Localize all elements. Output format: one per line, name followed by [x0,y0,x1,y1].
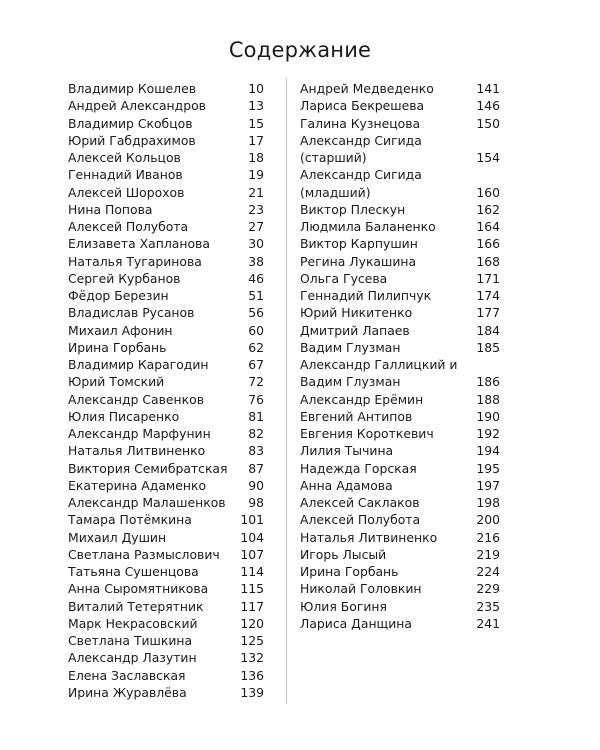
toc-entry-author: Надежда Горская [300,460,417,476]
toc-entry-page-number: 115 [240,581,264,597]
toc-entry[interactable] [300,511,500,528]
toc-entry-page-number: 98 [248,495,264,510]
toc-entry-author: Виталий Тетерятник [68,598,204,614]
toc-entry[interactable] [68,546,264,563]
toc-entry-page-number: 168 [476,253,500,269]
toc-entry-page-number: 166 [476,236,500,252]
toc-entry[interactable] [300,304,500,321]
toc-entry[interactable] [68,356,264,373]
toc-entry-page-number: 125 [240,633,264,648]
toc-entry-page-number: 139 [240,684,264,700]
toc-entry-author: Вадим Глузман [300,339,401,355]
column-divider [286,78,287,704]
toc-entry[interactable] [68,563,264,580]
toc-entry[interactable] [300,132,500,167]
toc-entry-page-number: 62 [248,339,264,355]
toc-entry-author: Фёдор Березин [68,288,169,303]
toc-entry[interactable] [68,494,264,511]
toc-entry-page-number: 51 [248,288,264,303]
toc-entry-author: Елизавета Хапланова [68,236,210,252]
toc-entry-page-number: 171 [476,270,500,286]
toc-entry-page-number: 23 [248,201,264,217]
toc-entry-page-number: 154 [476,150,500,165]
toc-entry[interactable] [300,322,500,339]
toc-entry[interactable] [300,80,500,97]
toc-entry-author: Алексей Саклаков [300,495,420,510]
toc-entry-page-number: 241 [476,615,500,631]
toc-entry-page-number: 132 [240,650,264,666]
toc-entry-author: Алексей Полубота [68,219,189,234]
toc-entry-page-number: 224 [476,564,500,579]
toc-entry[interactable] [68,598,264,615]
toc-entry-author: Александр Галлицкий и Вадим Глузман [300,357,458,390]
toc-entry-page-number: 188 [476,391,500,407]
toc-entry-author: Виктор Карпушин [300,236,418,252]
toc-entry-page-number: 198 [476,495,500,510]
toc-entry-page-number: 17 [248,132,264,148]
toc-entry-author: Дмитрий Лапаев [300,322,410,338]
toc-entry[interactable] [68,218,264,235]
toc-entry-author: Тамара Потёмкина [68,512,192,528]
toc-entry-author: Людмила Баланенко [300,219,436,234]
toc-entry-page-number: 83 [248,443,264,459]
toc-entry[interactable] [68,132,264,149]
toc-entry-author: Наталья Тугаринова [68,253,202,269]
toc-entry-page-number: 87 [248,460,264,476]
toc-entry-page-number: 136 [240,667,264,683]
toc-entry[interactable] [68,201,264,218]
toc-entry-page-number: 72 [248,374,264,390]
toc-entry-author: Ирина Горбань [68,339,167,355]
toc-entry-page-number: 90 [248,477,264,493]
toc-entry-page-number: 235 [476,598,500,614]
toc-entry[interactable] [300,218,500,235]
toc-entry-page-number: 104 [240,529,264,545]
toc-entry[interactable] [300,494,500,511]
toc-entry[interactable] [300,408,500,425]
toc-entry-author: Михаил Афонин [68,322,173,338]
toc-entry[interactable] [300,391,500,408]
toc-entry-author: Лариса Бекрешева [300,98,425,114]
toc-entry-author: Владимир Кошелев [68,81,197,96]
toc-entry[interactable] [68,529,264,546]
toc-entry-author: Геннадий Иванов [68,167,183,183]
toc-entry-page-number: 141 [476,81,500,96]
toc-entry-page-number: 194 [476,443,500,459]
toc-entry[interactable] [300,460,500,477]
toc-entry[interactable] [68,477,264,494]
toc-entry-author: Юлия Писаренко [68,408,180,424]
toc-entry[interactable] [68,632,264,649]
toc-entry-page-number: 19 [248,167,264,183]
toc-entry[interactable] [68,408,264,425]
toc-entry-author: Андрей Медведенко [300,81,434,96]
toc-entry-page-number: 67 [248,357,264,372]
toc-entry-page-number: 150 [476,115,500,131]
toc-entry-author: Игорь Лысый [300,546,387,562]
toc-entry[interactable] [300,235,500,252]
toc-entry[interactable] [300,339,500,356]
toc-entry-page-number: 195 [476,460,500,476]
toc-entry-author: Юрий Никитенко [300,305,413,321]
toc-entry-author: Ирина Журавлёва [68,684,187,700]
toc-entry-author: Лариса Данщина [300,615,412,631]
toc-entry-author: Марк Некрасовский [68,615,198,631]
toc-entry-author: Евгений Антипов [300,408,413,424]
toc-entry[interactable] [300,201,500,218]
toc-entry[interactable] [68,115,264,132]
toc-entry-page-number: 216 [476,529,500,545]
toc-entry-author: Андрей Александров [68,98,206,114]
toc-entry[interactable] [68,425,264,442]
toc-entry-page-number: 146 [476,98,500,114]
toc-entry[interactable] [68,80,264,97]
toc-entry-page-number: 185 [476,339,500,355]
toc-entry-author: Наталья Литвиненко [300,529,438,545]
toc-entry-page-number: 13 [248,98,264,114]
toc-entry-author: Татьяна Сушенцова [68,564,199,579]
toc-entry-author: Алексей Кольцов [68,150,181,165]
toc-entry-author: Светлана Тишкина [68,633,193,648]
toc-entry[interactable] [300,253,500,270]
toc-entry-page-number: 46 [248,270,264,286]
toc-entry-page-number: 114 [240,564,264,579]
toc-entry[interactable] [68,615,264,632]
toc-entry-author: Александр Ерёмин [300,391,424,407]
toc-entry-page-number: 184 [476,322,500,338]
toc-entry-author: Алексей Полубота [300,512,421,528]
toc-entry-page-number: 15 [248,115,264,131]
toc-entry-page-number: 101 [240,512,264,528]
toc-entry[interactable] [300,477,500,494]
toc-entry-author: Регина Лукашина [300,253,417,269]
toc-entry[interactable] [300,546,500,563]
toc-entry[interactable] [68,391,264,408]
toc-entry-page-number: 27 [248,219,264,234]
toc-entry-author: Ирина Горбань [300,564,399,579]
toc-entry[interactable] [68,270,264,287]
toc-entry[interactable] [300,287,500,304]
toc-entry-author: Лилия Тычина [300,443,394,459]
toc-entry-page-number: 200 [476,512,500,528]
toc-entry-page-number: 164 [476,219,500,234]
toc-entry[interactable] [68,442,264,459]
toc-entry[interactable] [300,166,500,201]
toc-entry-page-number: 162 [476,201,500,217]
toc-entry[interactable] [300,270,500,287]
toc-entry[interactable] [68,322,264,339]
toc-entry[interactable] [68,460,264,477]
toc-entry-author: Виктория Семибратская [68,460,228,476]
toc-entry-page-number: 117 [240,598,264,614]
toc-entry[interactable] [68,235,264,252]
toc-entry-author: Владимир Скобцов [68,115,193,131]
toc-left-column [68,80,264,701]
toc-entry-author: Владимир Карагодин [68,357,209,372]
toc-entry[interactable] [68,304,264,321]
toc-entry-page-number: 190 [476,408,500,424]
toc-entry-author: Елена Заславская [68,667,186,683]
toc-entry-author: Юлия Богиня [300,598,387,614]
toc-entry[interactable] [300,356,500,391]
toc-entry[interactable] [300,580,500,597]
toc-entry[interactable] [68,166,264,183]
toc-entry[interactable] [68,97,264,114]
toc-entry-page-number: 229 [476,581,500,597]
toc-entry[interactable] [68,580,264,597]
toc-entry-page-number: 177 [476,305,500,321]
toc-entry[interactable] [300,615,500,632]
toc-entry-author: Галина Кузнецова [300,115,421,131]
toc-entry-author: Владислав Русанов [68,305,195,321]
toc-entry[interactable] [300,115,500,132]
toc-entry[interactable] [68,373,264,390]
toc-entry-page-number: 219 [476,546,500,562]
toc-entry[interactable] [68,149,264,166]
toc-entry-author: Сергей Курбанов [68,270,181,286]
toc-entry-author: Михаил Душин [68,529,167,545]
toc-entry-author: Екатерина Адаменко [68,477,207,493]
toc-entry-page-number: 192 [476,426,500,441]
page-title: Содержание [228,38,372,62]
toc-entry-author: Юрий Томский [68,374,165,390]
toc-entry-page-number: 10 [248,81,264,96]
toc-entry-author: Александр Марфунин [68,426,211,441]
toc-entry-page-number: 197 [476,477,500,493]
toc-entry[interactable] [68,649,264,666]
toc-entry-author: Ольга Гусева [300,270,388,286]
toc-entry-page-number: 30 [248,236,264,252]
toc-entry-author: Светлана Размыслович [68,546,220,562]
toc-entry-author: Евгения Короткевич [300,426,434,441]
toc-entry[interactable] [68,287,264,304]
toc-entry[interactable] [300,563,500,580]
toc-entry-author: Юрий Габдрахимов [68,132,196,148]
toc-entry-author: Николай Головкин [300,581,422,597]
toc-entry[interactable] [300,442,500,459]
toc-entry[interactable] [68,684,264,701]
toc-entry-author: Александр Малашенков [68,495,226,510]
toc-right-column [300,80,500,632]
toc-entry-page-number: 120 [240,615,264,631]
toc-entry[interactable] [68,253,264,270]
toc-entry-page-number: 160 [476,184,500,200]
toc-entry-author: Анна Адамова [300,477,393,493]
toc-entry[interactable] [68,184,264,201]
toc-entry[interactable] [68,667,264,684]
toc-entry-page-number: 82 [248,426,264,441]
toc-entry[interactable] [68,511,264,528]
toc-entry-page-number: 76 [248,391,264,407]
toc-entry-page-number: 18 [248,150,264,165]
toc-entry-author: Геннадий Пилипчук [300,288,432,303]
toc-entry-author: Александр Лазутин [68,650,197,666]
toc-entry-author: Виктор Плескун [300,201,406,217]
toc-entry-page-number: 81 [248,408,264,424]
toc-entry-author: Нина Попова [68,201,153,217]
toc-entry-author: Александр Савенков [68,391,205,407]
toc-entry-page-number: 60 [248,322,264,338]
toc-entry-author: Александр Сигида (младший) [300,167,422,200]
toc-entry-page-number: 186 [476,374,500,390]
toc-entry[interactable] [300,598,500,615]
toc-entry-page-number: 174 [476,288,500,303]
toc-entry-page-number: 21 [248,184,264,200]
toc-entry[interactable] [300,97,500,114]
toc-entry-author: Наталья Литвиненко [68,443,206,459]
toc-entry-author: Алексей Шорохов [68,184,185,200]
toc-entry-page-number: 107 [240,546,264,562]
toc-entry[interactable] [300,425,500,442]
toc-entry-author: Анна Сыромятникова [68,581,209,597]
toc-entry-page-number: 56 [248,305,264,321]
toc-entry-author: Александр Сигида (старший) [300,132,422,165]
toc-entry[interactable] [68,339,264,356]
toc-entry[interactable] [300,529,500,546]
toc-entry-page-number: 38 [248,253,264,269]
